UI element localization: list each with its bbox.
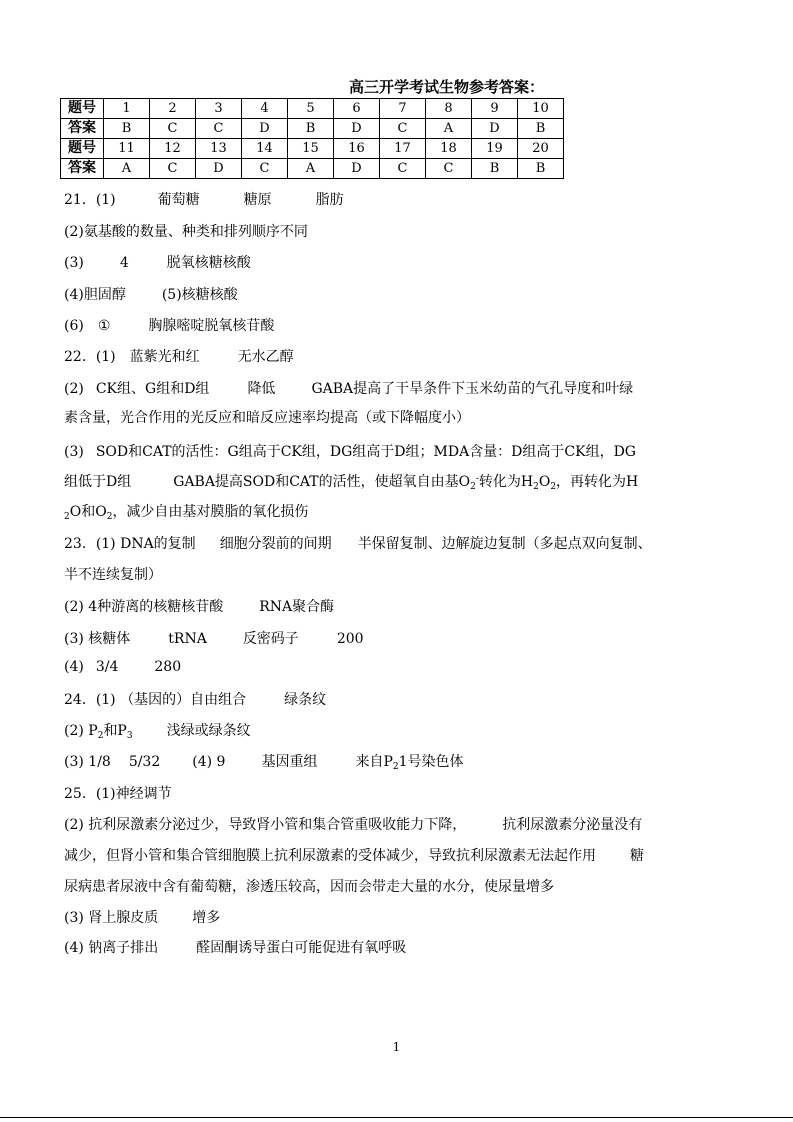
question-number: 19	[472, 139, 518, 159]
header-cell: 答案	[61, 119, 104, 139]
answer-cell: D	[472, 119, 518, 139]
q22-line-4	[64, 441, 636, 461]
text: (3) 1/8	[64, 754, 111, 770]
text: tRNA	[168, 631, 207, 647]
q23-line-1	[64, 533, 652, 553]
text: (3) 核糖体	[64, 631, 131, 647]
q21-line-3	[64, 252, 251, 272]
q25-line-1: 25．(1)神经调节	[64, 786, 172, 802]
q21-line-1	[64, 189, 344, 209]
text: 糖	[630, 848, 644, 864]
subscript: 2	[106, 512, 113, 522]
question-number: 4	[242, 99, 288, 119]
question-number: 9	[472, 99, 518, 119]
text: 减少，但肾小管和集合管细胞膜上抗利尿激素的受体减少，导致抗利尿激素无法起作用	[64, 848, 596, 864]
text: (3) 肾上腺皮质	[64, 910, 159, 926]
question-number: 5	[288, 99, 334, 119]
answer-cell: A	[426, 119, 472, 139]
question-number: 18	[426, 139, 472, 159]
q22-line-3: 素含量，光合作用的光反应和暗反应速率均提高（或下降幅度小）	[64, 410, 470, 426]
text: GABA提高了干旱条件下玉米幼苗的气孔导度和叶绿	[311, 381, 634, 397]
table-row	[61, 139, 564, 159]
table-row	[61, 119, 564, 139]
q22-line-1	[64, 346, 294, 366]
answer-cell: B	[104, 119, 150, 139]
q25-line-4: 尿病患者尿液中含有葡萄糖，渗透压较高，因而会带走大量的水分，使尿量增多	[64, 879, 554, 895]
q25-line-6	[64, 937, 406, 957]
question-number: 11	[104, 139, 150, 159]
answer-cell: D	[196, 159, 242, 179]
text: (2) P	[64, 723, 98, 739]
answer-cell: D	[242, 119, 288, 139]
subscript: 2	[550, 482, 557, 492]
q23-line-2: 半不连续复制）	[64, 567, 162, 583]
question-number: 12	[150, 139, 196, 159]
answer-cell: B	[472, 159, 518, 179]
q21-line-2: (2)氨基酸的数量、种类和排列顺序不同	[64, 224, 308, 240]
text: 半保留复制、边解旋边复制（多起点双向复制、	[357, 536, 652, 552]
text: 5/32	[128, 754, 161, 770]
q21-line-5	[64, 315, 274, 335]
answer-cell: B	[518, 159, 564, 179]
answer-cell: B	[288, 119, 334, 139]
question-number: 3	[196, 99, 242, 119]
subscript: 2	[64, 512, 70, 522]
question-number: 6	[334, 99, 380, 119]
subscript: 3	[126, 731, 133, 741]
header-cell: 题号	[61, 139, 104, 159]
question-number: 8	[426, 99, 472, 119]
text: 葡萄糖	[157, 192, 200, 208]
text: (2)	[64, 381, 84, 397]
answer-cell: C	[380, 119, 426, 139]
text: 增多	[192, 910, 221, 926]
text: 转化为H	[478, 474, 534, 490]
q22-line-2	[64, 378, 633, 398]
header-cell: 答案	[61, 159, 104, 179]
question-number: 14	[242, 139, 288, 159]
answer-cell: D	[334, 119, 380, 139]
text: (4)胆固醇	[64, 287, 126, 303]
text: 糖原	[243, 192, 272, 208]
answer-cell: A	[104, 159, 150, 179]
text: 浅绿或绿条纹	[166, 723, 251, 739]
q24-line-1	[64, 689, 326, 709]
question-number: 13	[196, 139, 242, 159]
text: 24．(1) （基因的）自由组合	[64, 692, 247, 708]
q25-line-5	[64, 907, 220, 927]
text: ①	[97, 318, 111, 334]
text: CK组、G组和D组	[95, 381, 210, 397]
text: 降低	[247, 381, 276, 397]
text: GABA提高SOD和CAT的活性，使超氧自由基O	[173, 474, 471, 490]
text: 基因重组	[261, 754, 318, 770]
question-number: 7	[380, 99, 426, 119]
text: 细胞分裂前的间期	[219, 536, 332, 552]
text: 组低于D组	[64, 474, 132, 490]
q21-line-4	[64, 284, 238, 304]
text: ，再转化为H	[556, 474, 639, 490]
answer-cell: C	[150, 119, 196, 139]
question-number: 16	[334, 139, 380, 159]
text: 无水乙醇	[237, 349, 294, 365]
text: 3/4	[95, 659, 119, 675]
text: (2) 抗利尿激素分泌过少，导致肾小管和集合管重吸收能力下降，	[64, 817, 467, 833]
text: 脂肪	[315, 192, 344, 208]
text: 脱氧核糖核酸	[166, 255, 251, 271]
subscript: 2	[533, 482, 539, 492]
text: RNA聚合酶	[259, 599, 335, 615]
q25-line-3	[64, 845, 644, 865]
text: 4	[119, 255, 129, 271]
superscript: -	[475, 474, 479, 484]
answer-cell: B	[518, 119, 564, 139]
q23-line-5	[64, 659, 181, 675]
table-row	[61, 159, 564, 179]
footer-divider	[0, 1117, 793, 1118]
text: 1号染色体	[398, 754, 464, 770]
text: (4) 钠离子排出	[64, 940, 159, 956]
answer-cell: C	[196, 119, 242, 139]
text: SOD和CAT的活性：G组高于CK组，DG组高于D组；MDA含量：D组高于CK组，DG	[95, 444, 636, 460]
answer-cell: C	[150, 159, 196, 179]
subscript: 2	[470, 482, 476, 492]
text: (2) 4种游离的核糖核苷酸	[64, 599, 224, 615]
text: (6)	[64, 318, 84, 334]
text: 抗利尿激素分泌量没有	[502, 817, 643, 833]
text: 胸腺嘧啶脱氧核苷酸	[148, 318, 275, 334]
answer-cell: C	[242, 159, 288, 179]
subscript: 2	[97, 731, 104, 741]
text: 醛固酮诱导蛋白可能促进有氧呼吸	[196, 940, 407, 956]
text: (4)	[64, 659, 84, 675]
text: 23．(1) DNA的复制	[64, 536, 196, 552]
q23-line-3	[64, 596, 334, 616]
header-cell: 题号	[61, 99, 104, 119]
text: 绿条纹	[284, 692, 327, 708]
answer-cell: C	[426, 159, 472, 179]
text: 和P	[103, 723, 127, 739]
question-number: 10	[518, 99, 564, 119]
subscript: 2	[392, 762, 399, 772]
text: O和O	[69, 504, 107, 520]
question-number: 17	[380, 139, 426, 159]
text: 蓝紫光和红	[129, 349, 200, 365]
text: (4) 9	[192, 754, 226, 770]
page-number: 1	[392, 1040, 401, 1054]
answer-cell: C	[380, 159, 426, 179]
text: 280	[154, 659, 182, 675]
page-title: 高三开学考试生物参考答案：	[348, 78, 544, 96]
text: (3)	[64, 444, 84, 460]
text: ，减少自由基对膜脂的氧化损伤	[112, 504, 309, 520]
answer-cell: A	[288, 159, 334, 179]
question-number: 20	[518, 139, 564, 159]
answer-table	[60, 98, 564, 179]
q23-line-4	[64, 628, 364, 648]
table-row	[61, 99, 564, 119]
q24-line-2	[64, 720, 251, 741]
text: 22．(1)	[64, 349, 116, 365]
text: O	[538, 474, 551, 490]
question-number: 1	[104, 99, 150, 119]
q24-line-3	[64, 751, 464, 772]
q22-line-6	[64, 501, 308, 522]
q22-line-5	[64, 471, 638, 492]
text: (3)	[64, 255, 84, 271]
text: 21．(1)	[64, 192, 116, 208]
q25-line-2	[64, 814, 642, 834]
answer-cell: D	[334, 159, 380, 179]
question-number: 15	[288, 139, 334, 159]
text: 200	[336, 631, 364, 647]
text: (5)核糖核酸	[161, 287, 238, 303]
text: 反密码子	[242, 631, 299, 647]
question-number: 2	[150, 99, 196, 119]
text: 来自P	[355, 754, 393, 770]
